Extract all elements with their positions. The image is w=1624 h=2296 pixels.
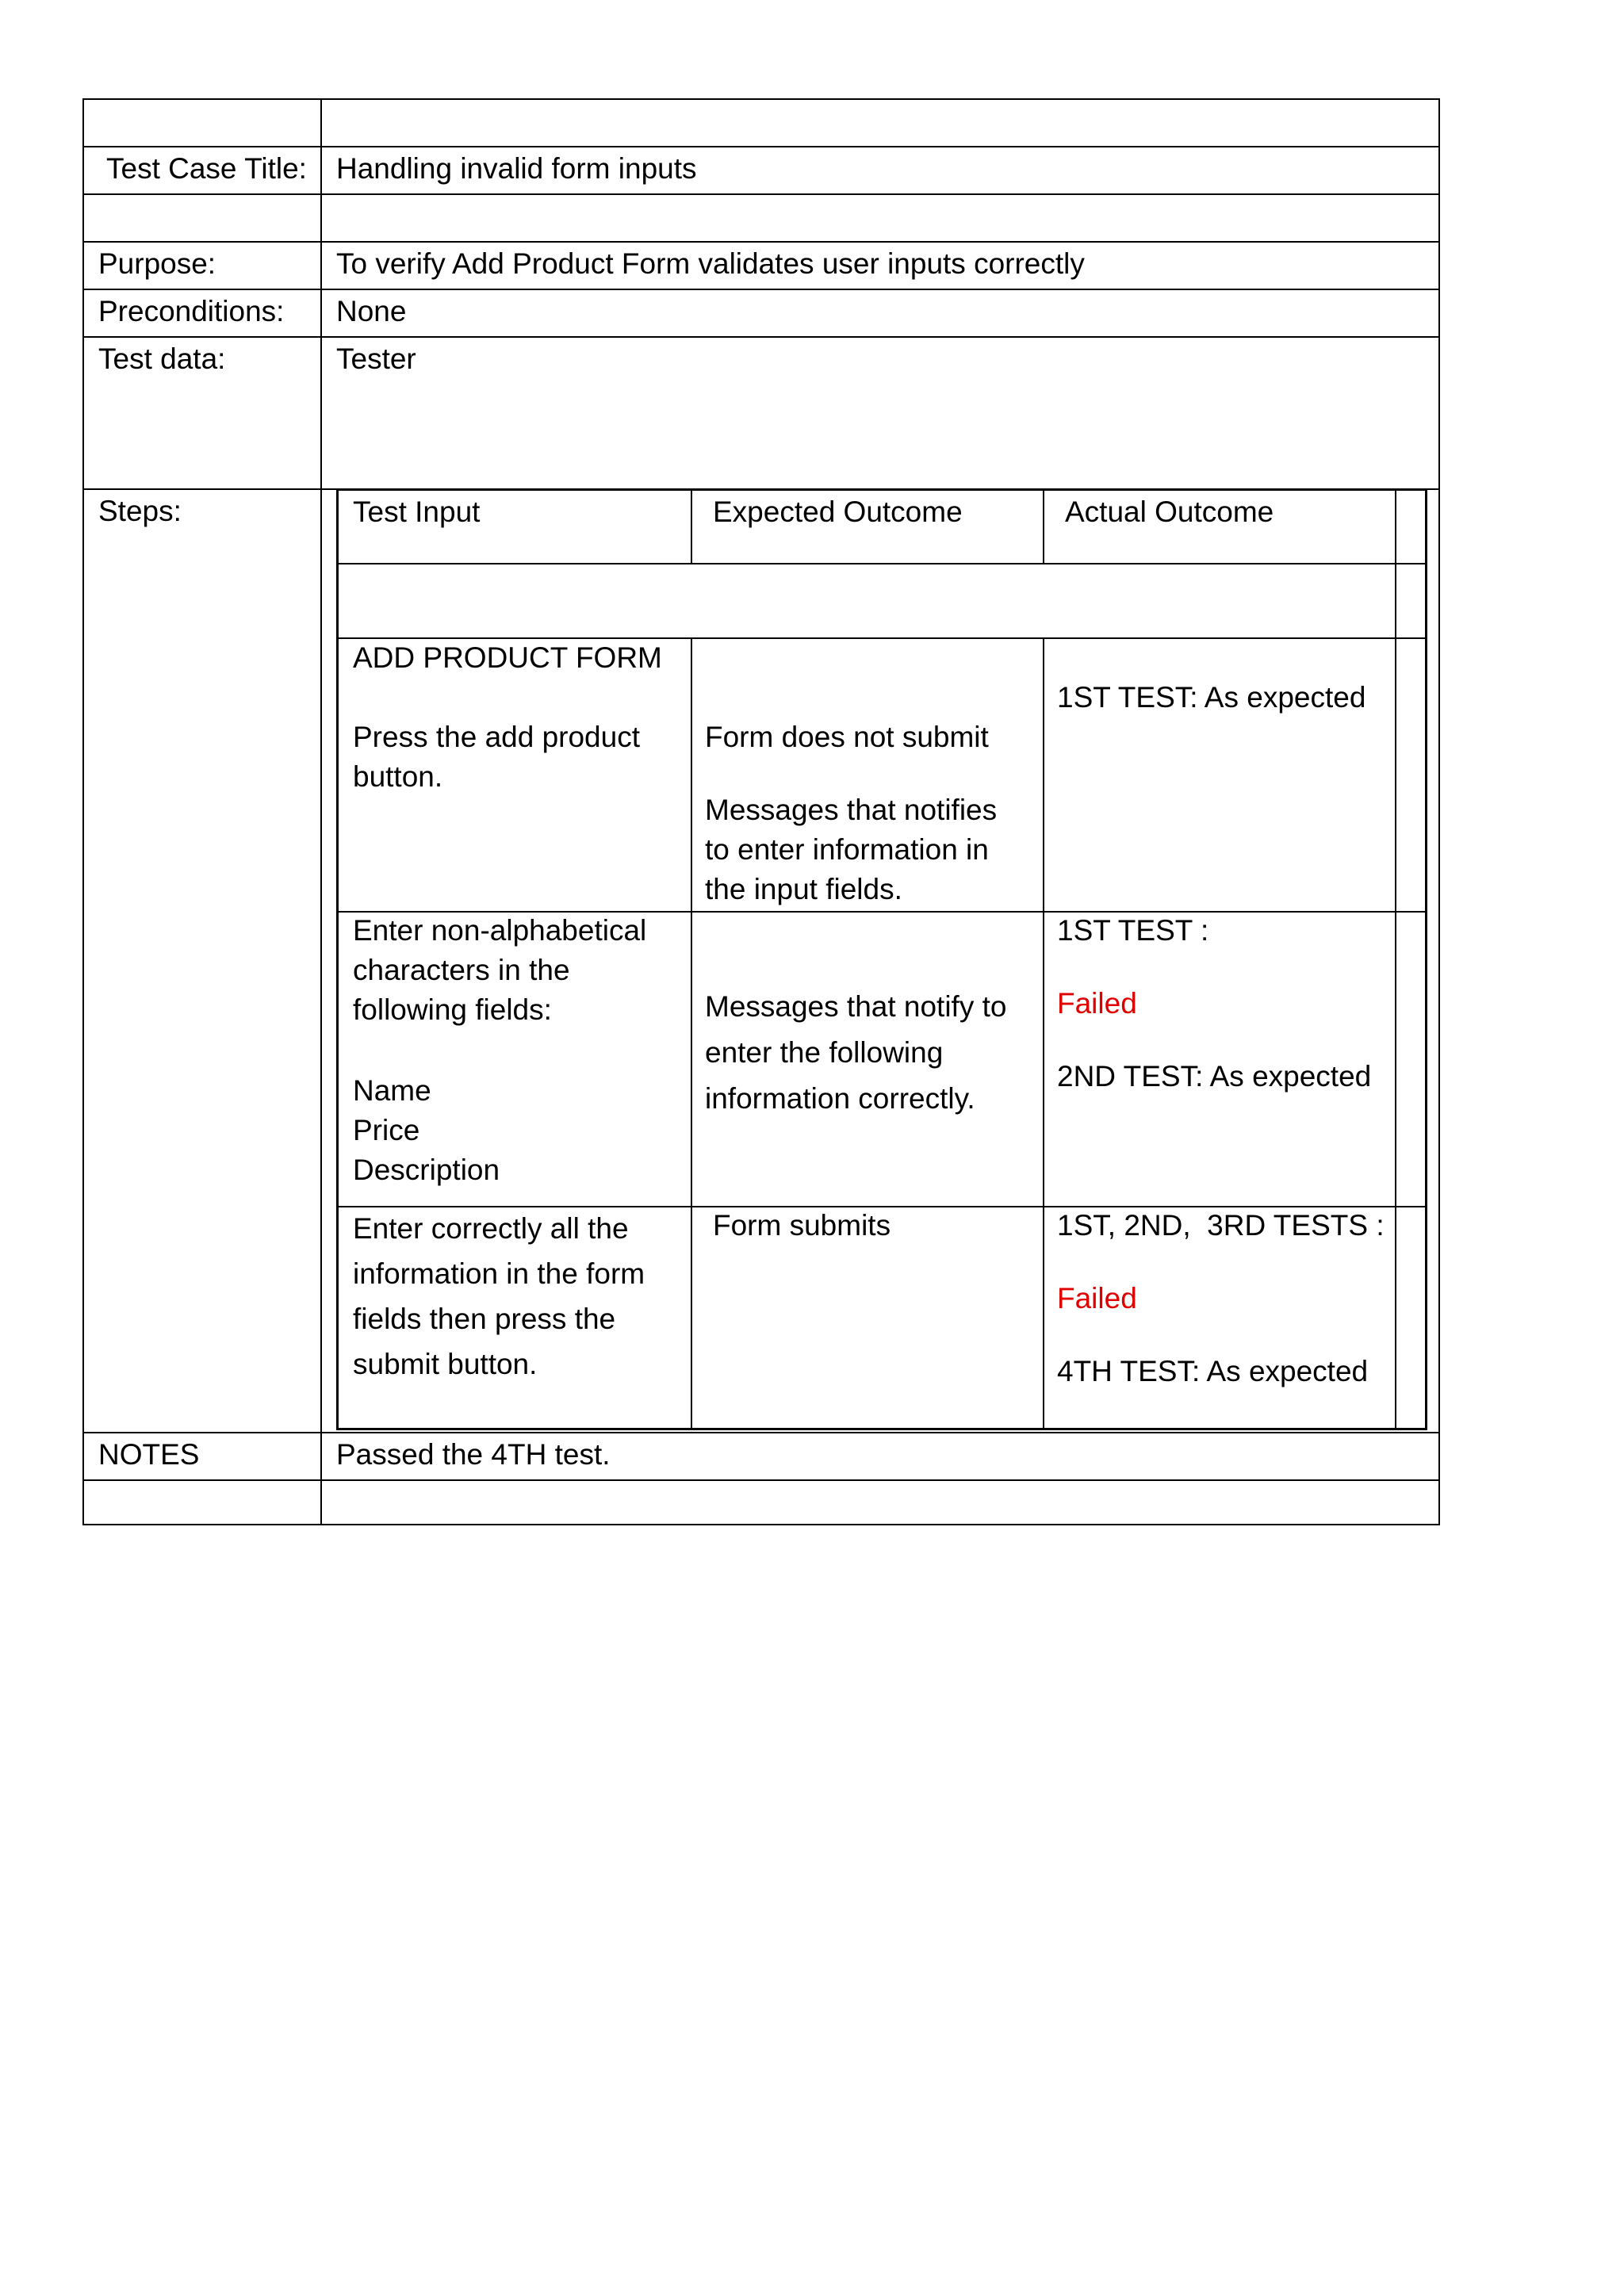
row2-expected-1: Messages that notify to enter the following information correctly.	[705, 990, 1007, 1115]
steps-column-divider	[1043, 491, 1044, 563]
row1-input-text: Press the add product button.	[353, 721, 640, 793]
row2-actual-status: Failed	[1057, 987, 1137, 1020]
row-divider	[84, 1432, 1438, 1433]
row-divider	[84, 289, 1438, 290]
row1-expected-1: Form does not submit	[705, 721, 989, 753]
purpose-value: To verify Add Product Form validates user inputs correctly	[336, 247, 1085, 280]
header-actual-outcome: Actual Outcome	[1065, 496, 1274, 528]
row-divider	[84, 336, 1438, 338]
test-case-table	[82, 98, 1440, 1525]
notes-label: NOTES	[98, 1438, 200, 1471]
row2-input-fields: Name Price Description	[353, 1074, 500, 1186]
row2-actual-1: 1ST TEST :	[1057, 914, 1209, 947]
purpose-label: Purpose:	[98, 247, 216, 280]
steps-column-divider	[1395, 491, 1396, 1428]
row3-actual-2: 4TH TEST: As expected	[1057, 1355, 1369, 1387]
steps-table	[336, 488, 1427, 1430]
row3-actual-1: 1ST, 2ND, 3RD TESTS :	[1057, 1209, 1385, 1242]
row3-input-text: Enter correctly all the information in the form fields then press the submit button.	[353, 1212, 645, 1380]
steps-label: Steps:	[98, 495, 182, 527]
row-divider	[84, 146, 1438, 147]
row2-actual-2: 2ND TEST: As expected	[1057, 1060, 1372, 1093]
notes-value: Passed the 4TH test.	[336, 1438, 611, 1471]
steps-column-divider	[1043, 637, 1044, 1429]
title-value: Handling invalid form inputs	[336, 152, 697, 185]
title-label: Test Case Title:	[106, 152, 307, 185]
column-divider	[320, 100, 322, 1524]
row3-actual-status: Failed	[1057, 1282, 1137, 1314]
steps-column-divider	[691, 491, 692, 563]
test-data-value: Tester	[336, 342, 416, 375]
steps-column-divider	[691, 637, 692, 1429]
test-data-label: Test data:	[98, 342, 226, 375]
row1-input-heading: ADD PRODUCT FORM	[353, 641, 662, 674]
row-divider	[84, 1479, 1438, 1481]
header-test-input: Test Input	[353, 496, 481, 528]
row-divider	[84, 241, 1438, 243]
preconditions-label: Preconditions:	[98, 295, 285, 327]
row-divider	[84, 193, 1438, 195]
row1-actual-1: 1ST TEST: As expected	[1057, 681, 1366, 714]
preconditions-value: None	[336, 295, 407, 327]
steps-row-divider	[339, 563, 1425, 564]
row1-expected-2: Messages that notifies to enter information in the input fields.	[705, 794, 998, 905]
header-expected-outcome: Expected Outcome	[713, 496, 963, 528]
row3-expected-1: Form submits	[713, 1209, 891, 1242]
row2-input-text: Enter non-alphabetical characters in the following fields:	[353, 914, 647, 1026]
